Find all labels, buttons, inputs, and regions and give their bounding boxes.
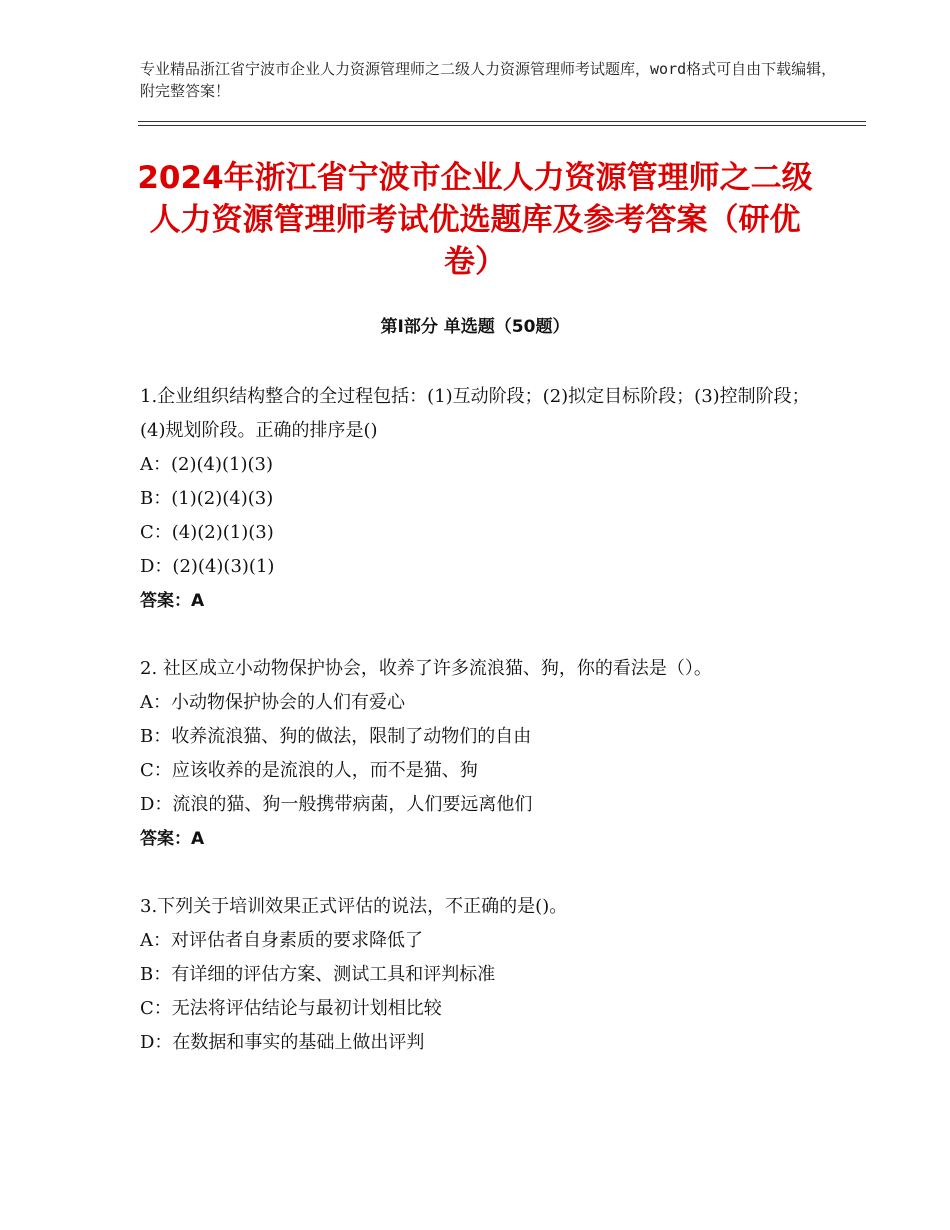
question-2 [140,652,820,856]
option-b: B：收养流浪猫、狗的做法，限制了动物们的自由 [140,726,532,747]
question-stem: 1.企业组织结构整合的全过程包括：(1)互动阶段；(2)拟定目标阶段；(3)控制阶段；(4)规划阶段。正确的排序是() [140,386,810,441]
option-d: D：流浪的猫、狗一般携带病菌，人们要远离他们 [140,794,533,815]
option-a: A：对评估者自身素质的要求降低了 [140,930,423,951]
question-list [140,380,820,1094]
question-stem: 3.下列关于培训效果正式评估的说法，不正确的是()。 [140,896,568,917]
option-a: A：(2)(4)(1)(3) [140,454,273,475]
option-c: C：无法将评估结论与最初计划相比较 [140,998,442,1019]
document-title: 2024年浙江省宁波市企业人力资源管理师之二级人力资源管理师考试优选题库及参考答案（研优卷） [137,160,813,280]
question-3 [140,890,820,1060]
option-d: D：(2)(4)(3)(1) [140,556,275,577]
option-c: C：(4)(2)(1)(3) [140,522,274,543]
header-note: 专业精品浙江省宁波市企业人力资源管理师之二级人力资源管理师考试题库，word格式可自由下载编辑，附完整答案！ [140,60,837,100]
option-d: D：在数据和事实的基础上做出评判 [140,1032,425,1053]
option-c: C：应该收养的是流浪的人，而不是猫、狗 [140,760,478,781]
option-b: B：(1)(2)(4)(3) [140,488,274,509]
question-1 [140,380,820,618]
option-a: A：小动物保护协会的人们有爱心 [140,692,405,713]
answer-label: 答案：A [140,829,205,849]
section-title: 第Ⅰ部分 单选题（50题） [380,317,570,337]
option-b: B：有详细的评估方案、测试工具和评判标准 [140,964,496,985]
answer-label: 答案：A [140,591,205,611]
question-stem: 2. 社区成立小动物保护协会，收养了许多流浪猫、狗，你的看法是（）。 [140,658,712,679]
header-divider-bottom [138,125,866,126]
header-divider-top [138,121,866,122]
